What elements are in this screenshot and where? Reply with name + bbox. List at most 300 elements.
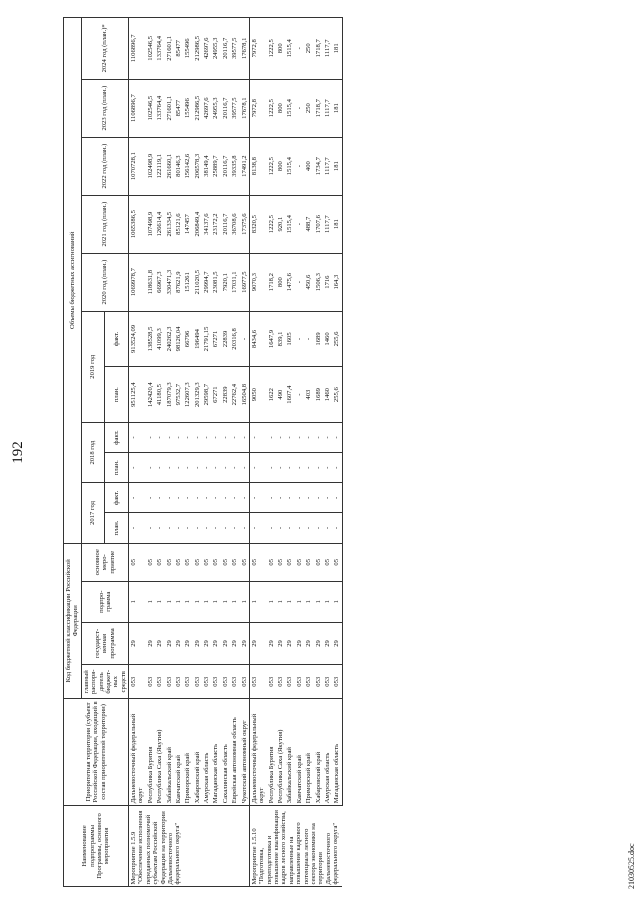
value-cell: 1117,7: [323, 79, 332, 137]
value-cell: 05: [276, 543, 285, 581]
value-cell: -: [183, 483, 192, 513]
value-cell: 1: [285, 581, 294, 622]
value-cell: 1106896,7: [129, 79, 146, 137]
value-cell: -: [285, 422, 294, 452]
value-cell: 1: [211, 581, 220, 622]
value-cell: -: [285, 453, 294, 483]
value-cell: 053: [295, 665, 304, 699]
value-cell: 1718,7: [314, 79, 323, 137]
value-cell: 212986,5: [193, 79, 202, 137]
value-cell: 839,1: [276, 311, 285, 367]
value-cell: -: [267, 513, 276, 543]
header-volume-group: Объемы бюджетных ассигнований: [64, 18, 82, 544]
value-cell: 951125,4: [129, 367, 146, 423]
value-cell: 1222,5: [267, 137, 276, 195]
territory-cell: Дальневосточный федеральный округ: [129, 699, 146, 806]
value-cell: 126614,4: [155, 195, 164, 253]
value-cell: 1605: [285, 311, 294, 367]
value-cell: 1: [146, 581, 155, 622]
value-cell: 1689: [314, 367, 323, 423]
value-cell: 490: [276, 367, 285, 423]
value-cell: 138528,5: [146, 311, 155, 367]
value-cell: 05: [193, 543, 202, 581]
value-cell: 151261: [183, 253, 192, 311]
value-cell: 41099,3: [155, 311, 164, 367]
value-cell: 271601,1: [165, 79, 174, 137]
header-2018-fact: факт.: [105, 422, 129, 452]
territory-cell: Хабаровский край: [314, 699, 323, 806]
value-cell: 800: [276, 79, 285, 137]
header-2020: 2020 год (план.): [81, 253, 128, 311]
value-cell: 39335,8: [230, 137, 239, 195]
value-cell: 39577,5: [230, 79, 239, 137]
table-row: [174, 18, 183, 887]
header-2022: 2022 год (план.): [81, 137, 128, 195]
value-cell: 05: [295, 543, 304, 581]
value-cell: 23081,5: [211, 253, 220, 311]
value-cell: 29: [146, 622, 155, 665]
value-cell: -: [249, 422, 266, 452]
value-cell: -: [267, 422, 276, 452]
territory-cell: Приморский край: [304, 699, 313, 806]
value-cell: -: [230, 422, 239, 452]
value-cell: -: [323, 422, 332, 452]
value-cell: 67271: [211, 367, 220, 423]
value-cell: 42697,6: [202, 79, 211, 137]
value-cell: 181: [332, 18, 342, 80]
header-2017-fact: факт.: [105, 483, 129, 513]
value-cell: -: [202, 483, 211, 513]
table-row: [332, 18, 342, 887]
value-cell: -: [323, 513, 332, 543]
value-cell: 1: [332, 581, 342, 622]
value-cell: -: [304, 483, 313, 513]
value-cell: 7972,8: [249, 18, 266, 80]
table-row: [267, 18, 276, 887]
value-cell: -: [295, 422, 304, 452]
table-row: [155, 18, 164, 887]
value-cell: 250: [304, 18, 313, 80]
header-name: Наименование подпрограммы Программы, основного мероприятия: [64, 805, 129, 886]
value-cell: 271601,1: [165, 18, 174, 80]
value-cell: 255,6: [332, 311, 342, 367]
value-cell: 29: [249, 622, 266, 665]
value-cell: -: [155, 483, 164, 513]
value-cell: 155496: [183, 79, 192, 137]
territory-cell: Забайкальский край: [165, 699, 174, 806]
value-cell: -: [304, 422, 313, 452]
header-2019-plan: план.: [105, 367, 129, 423]
value-cell: 05: [240, 543, 250, 581]
header-2017: 2017 год: [81, 483, 105, 543]
value-cell: 16977,5: [240, 253, 250, 311]
value-cell: -: [174, 483, 183, 513]
value-cell: 1: [314, 581, 323, 622]
header-2021: 2021 год (план.): [81, 195, 128, 253]
value-cell: 17031,1: [230, 253, 239, 311]
value-cell: -: [304, 513, 313, 543]
territory-cell: Хабаровский край: [193, 699, 202, 806]
value-cell: 142420,4: [146, 367, 155, 423]
value-cell: 05: [249, 543, 266, 581]
value-cell: -: [285, 513, 294, 543]
value-cell: -: [304, 311, 313, 367]
value-cell: 1: [221, 581, 230, 622]
value-cell: 164,3: [332, 253, 342, 311]
value-cell: 206578,3: [193, 137, 202, 195]
table-row: [146, 18, 155, 887]
header-2023: 2023 год (план.): [81, 79, 128, 137]
value-cell: -: [295, 195, 304, 253]
value-cell: 107498,9: [146, 195, 155, 253]
table-row: [323, 18, 332, 887]
page-number: 192: [10, 441, 26, 464]
value-cell: 66796: [183, 311, 192, 367]
header-2017-plan: план.: [105, 513, 129, 543]
value-cell: 23172,2: [211, 195, 220, 253]
header-grbs: главный распоря-дитель бюджет-ных средств: [81, 665, 128, 699]
value-cell: -: [165, 513, 174, 543]
territory-cell: Камчатский край: [174, 699, 183, 806]
activity-name: Мероприятие 1.5.9 "Обеспечение исполнения переданных полномочий субъектам Российской Федерации на территории Дальневосточного федерального округа": [129, 805, 250, 886]
value-cell: 155496: [183, 18, 192, 80]
value-cell: 29: [267, 622, 276, 665]
value-cell: 29: [165, 622, 174, 665]
value-cell: 1515,4: [285, 18, 294, 80]
value-cell: 212986,5: [193, 18, 202, 80]
value-cell: 102498,9: [146, 137, 155, 195]
territory-cell: Забайкальский край: [285, 699, 294, 806]
value-cell: -: [183, 422, 192, 452]
table-row: [295, 18, 304, 887]
value-cell: -: [174, 513, 183, 543]
value-cell: 255,6: [332, 367, 342, 423]
value-cell: 1460: [323, 367, 332, 423]
value-cell: 29: [174, 622, 183, 665]
header-gp: государст-венная программа: [81, 622, 128, 665]
value-cell: -: [323, 453, 332, 483]
territory-cell: Магаданская область: [332, 699, 342, 806]
value-cell: -: [193, 483, 202, 513]
value-cell: 1: [323, 581, 332, 622]
value-cell: -: [193, 453, 202, 483]
value-cell: 1506,3: [314, 253, 323, 311]
header-om: основное меро-приятие: [81, 543, 128, 581]
value-cell: 29: [285, 622, 294, 665]
value-cell: 1222,5: [267, 195, 276, 253]
value-cell: 1222,5: [267, 18, 276, 80]
value-cell: 206849,4: [193, 195, 202, 253]
value-cell: -: [240, 453, 250, 483]
value-cell: 29: [323, 622, 332, 665]
value-cell: 913524,09: [129, 311, 146, 367]
value-cell: 05: [267, 543, 276, 581]
value-cell: 1070728,1: [129, 137, 146, 195]
value-cell: 8434,6: [249, 311, 266, 367]
table-row: [240, 18, 250, 887]
header-pp: подпро-грамма: [81, 581, 128, 622]
table-row: [183, 18, 192, 887]
value-cell: -: [230, 483, 239, 513]
value-cell: -: [221, 513, 230, 543]
value-cell: -: [183, 453, 192, 483]
value-cell: 05: [155, 543, 164, 581]
value-cell: 29994,7: [202, 253, 211, 311]
value-cell: 201329,3: [193, 367, 202, 423]
territory-cell: Еврейская автономная область: [230, 699, 239, 806]
value-cell: 05: [146, 543, 155, 581]
territory-cell: Чукотский автономный округ: [240, 699, 250, 806]
value-cell: 187079,3: [165, 367, 174, 423]
territory-cell: Республика Бурятия: [267, 699, 276, 806]
value-cell: 1647,9: [267, 311, 276, 367]
value-cell: 17375,6: [240, 195, 250, 253]
value-cell: -: [183, 513, 192, 543]
value-cell: 133764,4: [155, 79, 164, 137]
value-cell: -: [323, 483, 332, 513]
value-cell: -: [221, 483, 230, 513]
value-cell: -: [295, 253, 304, 311]
value-cell: 1: [267, 581, 276, 622]
table-row: [129, 18, 146, 887]
value-cell: 05: [129, 543, 146, 581]
value-cell: -: [165, 422, 174, 452]
value-cell: 053: [146, 665, 155, 699]
value-cell: 87621,9: [174, 253, 183, 311]
value-cell: 34137,6: [202, 195, 211, 253]
value-cell: -: [332, 483, 342, 513]
value-cell: 053: [314, 665, 323, 699]
value-cell: 053: [211, 665, 220, 699]
value-cell: 9050: [249, 367, 266, 423]
value-cell: 1515,4: [285, 195, 294, 253]
table-row: [314, 18, 323, 887]
value-cell: -: [174, 422, 183, 452]
value-cell: -: [314, 513, 323, 543]
table-row: [165, 18, 174, 887]
value-cell: -: [295, 137, 304, 195]
header-territory: Приоритетная территория (субъект Российской Федерации, входящий в состав приоритетной территории): [64, 699, 129, 806]
value-cell: 16504,8: [240, 367, 250, 423]
value-cell: -: [285, 483, 294, 513]
value-cell: -: [276, 453, 285, 483]
value-cell: 20116,7: [221, 18, 230, 80]
territory-cell: Республика Бурятия: [146, 699, 155, 806]
value-cell: 053: [183, 665, 192, 699]
territory-cell: Амурская область: [323, 699, 332, 806]
value-cell: 05: [174, 543, 183, 581]
value-cell: 102546,5: [146, 79, 155, 137]
header-2019: 2019 год: [81, 311, 105, 422]
value-cell: 156142,6: [183, 137, 192, 195]
value-cell: 05: [165, 543, 174, 581]
value-cell: 29: [314, 622, 323, 665]
value-cell: 1222,5: [267, 79, 276, 137]
value-cell: -: [332, 513, 342, 543]
value-cell: -: [314, 453, 323, 483]
value-cell: 17678,1: [240, 79, 250, 137]
value-cell: 122607,3: [183, 367, 192, 423]
value-cell: 05: [332, 543, 342, 581]
value-cell: 1: [129, 581, 146, 622]
value-cell: 488,7: [304, 195, 313, 253]
footer-filename: 21030525.doc: [627, 843, 636, 889]
value-cell: 29: [129, 622, 146, 665]
table-row: [211, 18, 220, 887]
value-cell: -: [276, 422, 285, 452]
value-cell: 29: [183, 622, 192, 665]
value-cell: 1: [174, 581, 183, 622]
value-cell: 20116,7: [221, 137, 230, 195]
value-cell: -: [211, 513, 220, 543]
territory-cell: Камчатский край: [295, 699, 304, 806]
value-cell: 403: [304, 367, 313, 423]
value-cell: 39577,5: [230, 18, 239, 80]
value-cell: 8138,8: [249, 137, 266, 195]
table-row: [276, 18, 285, 887]
value-cell: -: [155, 422, 164, 452]
value-cell: 80146,3: [174, 137, 183, 195]
value-cell: -: [165, 453, 174, 483]
value-cell: 29: [304, 622, 313, 665]
value-cell: -: [314, 483, 323, 513]
value-cell: 147457: [183, 195, 192, 253]
value-cell: 1: [193, 581, 202, 622]
value-cell: 85477: [174, 18, 183, 80]
value-cell: -: [155, 453, 164, 483]
territory-cell: Республика Саха (Якутия): [276, 699, 285, 806]
table-row: [202, 18, 211, 887]
value-cell: 1460: [323, 311, 332, 367]
value-cell: 1: [230, 581, 239, 622]
value-cell: 1622: [267, 367, 276, 423]
value-cell: -: [314, 422, 323, 452]
value-cell: -: [146, 422, 155, 452]
value-cell: 1106896,7: [129, 18, 146, 80]
value-cell: 181: [332, 79, 342, 137]
value-cell: 1707,6: [314, 195, 323, 253]
value-cell: 053: [202, 665, 211, 699]
territory-cell: Амурская область: [202, 699, 211, 806]
value-cell: 1: [295, 581, 304, 622]
value-cell: 1718,7: [314, 18, 323, 80]
value-cell: 181: [332, 137, 342, 195]
value-cell: 1: [183, 581, 192, 622]
value-cell: 9070,3: [249, 253, 266, 311]
value-cell: -: [155, 513, 164, 543]
value-cell: -: [221, 453, 230, 483]
value-cell: 05: [314, 543, 323, 581]
value-cell: 1117,7: [323, 195, 332, 253]
value-cell: -: [202, 513, 211, 543]
value-cell: 21791,15: [202, 311, 211, 367]
value-cell: -: [295, 79, 304, 137]
value-cell: 053: [332, 665, 342, 699]
value-cell: 400: [304, 137, 313, 195]
value-cell: -: [230, 513, 239, 543]
value-cell: 41180,5: [155, 367, 164, 423]
value-cell: 181: [332, 195, 342, 253]
value-cell: 800: [276, 18, 285, 80]
value-cell: 1: [240, 581, 250, 622]
value-cell: 25889,7: [211, 137, 220, 195]
table-row: [230, 18, 239, 887]
value-cell: -: [193, 513, 202, 543]
value-cell: -: [295, 513, 304, 543]
value-cell: -: [174, 453, 183, 483]
value-cell: -: [202, 422, 211, 452]
value-cell: -: [240, 483, 250, 513]
value-cell: -: [295, 453, 304, 483]
value-cell: 29: [193, 622, 202, 665]
value-cell: 29: [211, 622, 220, 665]
value-cell: -: [304, 453, 313, 483]
header-2018-plan: план.: [105, 453, 129, 483]
value-cell: 250: [304, 79, 313, 137]
value-cell: 1: [202, 581, 211, 622]
value-cell: 1718,2: [267, 253, 276, 311]
value-cell: 29: [240, 622, 250, 665]
value-cell: 7972,8: [249, 79, 266, 137]
value-cell: 29598,7: [202, 367, 211, 423]
value-cell: 800: [276, 253, 285, 311]
value-cell: 118631,8: [146, 253, 155, 311]
value-cell: -: [129, 422, 146, 452]
value-cell: 053: [155, 665, 164, 699]
header-code-group: Код бюджетной классификации Российской Федерации: [64, 543, 82, 698]
value-cell: 1065386,5: [129, 195, 146, 253]
value-cell: 122119,1: [155, 137, 164, 195]
value-cell: 29: [230, 622, 239, 665]
value-cell: -: [211, 453, 220, 483]
value-cell: 053: [129, 665, 146, 699]
territory-cell: Сахалинская область: [221, 699, 230, 806]
value-cell: 240262,3: [165, 311, 174, 367]
value-cell: 196494: [193, 311, 202, 367]
value-cell: 97532,7: [174, 367, 183, 423]
table-row: [304, 18, 313, 887]
value-cell: 17678,1: [240, 18, 250, 80]
value-cell: -: [211, 422, 220, 452]
value-cell: -: [202, 453, 211, 483]
value-cell: 1069978,7: [129, 253, 146, 311]
value-cell: -: [295, 367, 304, 423]
value-cell: 1117,7: [323, 18, 332, 80]
value-cell: 05: [202, 543, 211, 581]
value-cell: -: [249, 483, 266, 513]
value-cell: 20116,7: [221, 79, 230, 137]
territory-cell: Приморский край: [183, 699, 192, 806]
value-cell: -: [249, 513, 266, 543]
value-cell: -: [332, 422, 342, 452]
value-cell: 053: [240, 665, 250, 699]
value-cell: -: [276, 483, 285, 513]
value-cell: -: [129, 513, 146, 543]
value-cell: -: [146, 513, 155, 543]
value-cell: 98126,04: [174, 311, 183, 367]
value-cell: 20116,7: [221, 195, 230, 253]
value-cell: -: [295, 311, 304, 367]
value-cell: 053: [276, 665, 285, 699]
value-cell: -: [267, 453, 276, 483]
value-cell: 29: [202, 622, 211, 665]
value-cell: 053: [165, 665, 174, 699]
header-2018: 2018 год: [81, 422, 105, 482]
value-cell: 22839: [221, 311, 230, 367]
table-row: [193, 18, 202, 887]
value-cell: -: [295, 18, 304, 80]
value-cell: -: [146, 453, 155, 483]
